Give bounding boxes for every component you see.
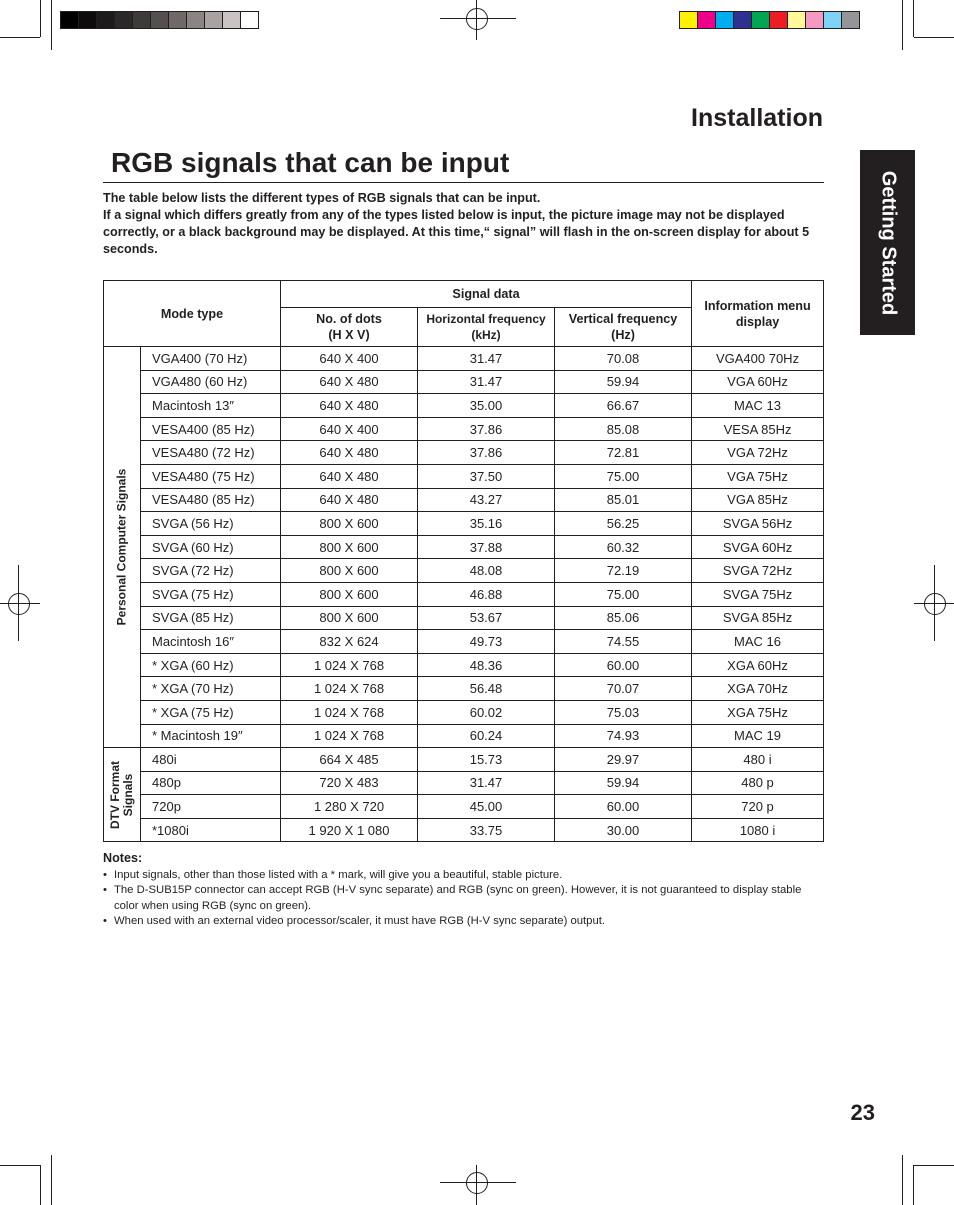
vfreq-cell: 66.67: [555, 394, 692, 418]
dots-cell: 800 X 600: [281, 512, 418, 536]
header-dots-line-2: (H X V): [328, 328, 370, 342]
dots-cell: 640 X 400: [281, 417, 418, 441]
color-swatch: [787, 11, 806, 29]
vfreq-cell: 85.01: [555, 488, 692, 512]
gray-swatch: [132, 11, 151, 29]
mode-cell: * XGA (75 Hz): [141, 700, 281, 724]
mode-cell: * XGA (60 Hz): [141, 653, 281, 677]
dots-cell: 1 024 X 768: [281, 677, 418, 701]
group-dtv: [104, 748, 141, 842]
header-signal-data: Signal data: [281, 281, 692, 308]
color-swatch: [805, 11, 824, 29]
table-row: [104, 724, 824, 748]
dots-cell: 1 024 X 768: [281, 724, 418, 748]
header-hfreq-line-1: Horizontal frequency: [426, 312, 546, 326]
table-row: [104, 818, 824, 842]
hfreq-cell: 46.88: [418, 582, 555, 606]
dots-cell: 640 X 480: [281, 464, 418, 488]
gray-swatch: [240, 11, 259, 29]
table-row: [104, 630, 824, 654]
vfreq-cell: 75.00: [555, 582, 692, 606]
hfreq-cell: 31.47: [418, 370, 555, 394]
notes-heading: Notes:: [103, 851, 143, 865]
table-row: [104, 535, 824, 559]
color-swatch: [841, 11, 860, 29]
info-cell: MAC 19: [692, 724, 824, 748]
mode-cell: * Macintosh 19″: [141, 724, 281, 748]
info-cell: XGA 75Hz: [692, 700, 824, 724]
gray-swatch: [150, 11, 169, 29]
hfreq-cell: 45.00: [418, 795, 555, 819]
mode-cell: SVGA (85 Hz): [141, 606, 281, 630]
dots-cell: 800 X 600: [281, 535, 418, 559]
dots-cell: 1 024 X 768: [281, 700, 418, 724]
gray-swatch: [204, 11, 223, 29]
vfreq-cell: 85.06: [555, 606, 692, 630]
table-row: [104, 441, 824, 465]
group-pc-label-line: Personal Computer Signals: [114, 468, 129, 626]
dots-cell: 640 X 400: [281, 347, 418, 371]
hfreq-cell: 49.73: [418, 630, 555, 654]
vfreq-cell: 85.08: [555, 417, 692, 441]
header-vfreq-line-1: Vertical frequency: [568, 312, 678, 326]
hfreq-cell: 35.00: [418, 394, 555, 418]
side-tab: [860, 150, 915, 335]
mode-cell: SVGA (60 Hz): [141, 535, 281, 559]
vfreq-cell: 75.00: [555, 464, 692, 488]
vfreq-cell: 30.00: [555, 818, 692, 842]
mode-cell: Macintosh 13″: [141, 394, 281, 418]
color-swatch: [715, 11, 734, 29]
table-row: [104, 748, 824, 772]
mode-cell: SVGA (56 Hz): [141, 512, 281, 536]
note-item: • The D-SUB15P connector can accept RGB (H-V sync separate) and RGB (sync on green). However, it is not guaranteed to display stable color when using RGB (sync on green).: [103, 883, 823, 914]
page-number: 23: [850, 1100, 875, 1125]
hfreq-cell: 37.86: [418, 417, 555, 441]
mode-cell: VESA480 (75 Hz): [141, 464, 281, 488]
info-cell: VESA 85Hz: [692, 417, 824, 441]
header-vfreq: [555, 308, 692, 347]
hfreq-cell: 37.86: [418, 441, 555, 465]
mode-cell: VESA400 (85 Hz): [141, 417, 281, 441]
mode-cell: VESA480 (85 Hz): [141, 488, 281, 512]
hfreq-cell: 56.48: [418, 677, 555, 701]
dots-cell: 1 024 X 768: [281, 653, 418, 677]
vfreq-cell: 29.97: [555, 748, 692, 772]
side-tab-label: Getting Started: [877, 170, 899, 315]
dots-cell: 720 X 483: [281, 771, 418, 795]
header-info-menu: [692, 281, 824, 347]
hfreq-cell: 37.88: [418, 535, 555, 559]
vfreq-cell: 60.00: [555, 653, 692, 677]
intro-line-1: The table below lists the different types of RGB signals that can be input.: [103, 191, 541, 205]
vfreq-cell: 70.08: [555, 347, 692, 371]
hfreq-cell: 37.50: [418, 464, 555, 488]
hfreq-cell: 60.24: [418, 724, 555, 748]
mode-cell: 720p: [141, 795, 281, 819]
table-row: [104, 394, 824, 418]
color-swatch: [733, 11, 752, 29]
mode-cell: *1080i: [141, 818, 281, 842]
notes: [103, 851, 823, 930]
dots-cell: 800 X 600: [281, 582, 418, 606]
group-pc-label: [116, 469, 129, 626]
info-cell: SVGA 56Hz: [692, 512, 824, 536]
info-cell: MAC 16: [692, 630, 824, 654]
dots-cell: 800 X 600: [281, 606, 418, 630]
rgb-signals-table: [103, 280, 824, 842]
mode-cell: SVGA (72 Hz): [141, 559, 281, 583]
info-cell: XGA 60Hz: [692, 653, 824, 677]
vfreq-cell: 60.32: [555, 535, 692, 559]
color-swatch: [769, 11, 788, 29]
info-cell: XGA 70Hz: [692, 677, 824, 701]
dots-cell: 1 920 X 1 080: [281, 818, 418, 842]
dots-cell: 640 X 480: [281, 370, 418, 394]
gray-swatch: [222, 11, 241, 29]
info-cell: 1080 i: [692, 818, 824, 842]
title-divider: [103, 182, 824, 183]
header-vfreq-line-2: (Hz): [611, 328, 635, 342]
table-body: [104, 347, 824, 842]
mode-cell: VESA480 (72 Hz): [141, 441, 281, 465]
header-dots: [281, 308, 418, 347]
header-info-line-1: Information menu: [704, 298, 811, 313]
mode-cell: VGA480 (60 Hz): [141, 370, 281, 394]
info-cell: SVGA 72Hz: [692, 559, 824, 583]
vfreq-cell: 72.19: [555, 559, 692, 583]
table-row: [104, 653, 824, 677]
gray-swatch: [168, 11, 187, 29]
table-row: [104, 512, 824, 536]
group-dtv-label: [109, 761, 135, 829]
hfreq-cell: 31.47: [418, 347, 555, 371]
info-cell: SVGA 75Hz: [692, 582, 824, 606]
dots-cell: 832 X 624: [281, 630, 418, 654]
group-dtv-label-line: DTV Format: [108, 760, 122, 829]
gray-swatch: [186, 11, 205, 29]
vfreq-cell: 74.55: [555, 630, 692, 654]
header-info-line-2: display: [735, 314, 780, 329]
vfreq-cell: 72.81: [555, 441, 692, 465]
table-row: [104, 771, 824, 795]
mode-cell: * XGA (70 Hz): [141, 677, 281, 701]
process-color-bar: [679, 11, 859, 29]
mode-cell: Macintosh 16″: [141, 630, 281, 654]
vfreq-cell: 59.94: [555, 370, 692, 394]
table-row: [104, 464, 824, 488]
info-cell: VGA 75Hz: [692, 464, 824, 488]
info-cell: VGA400 70Hz: [692, 347, 824, 371]
notes-list: [103, 868, 823, 930]
dots-cell: 664 X 485: [281, 748, 418, 772]
table-row: [104, 795, 824, 819]
hfreq-cell: 15.73: [418, 748, 555, 772]
gray-swatch: [96, 11, 115, 29]
header-hfreq-line-2: (kHz): [471, 328, 501, 342]
vfreq-cell: 56.25: [555, 512, 692, 536]
vfreq-cell: 59.94: [555, 771, 692, 795]
table-row: [104, 582, 824, 606]
hfreq-cell: 33.75: [418, 818, 555, 842]
vfreq-cell: 70.07: [555, 677, 692, 701]
header-hfreq: [418, 308, 555, 347]
section-title: Installation: [691, 104, 823, 132]
intro-text: [103, 190, 823, 258]
group-pc: [104, 347, 141, 748]
hfreq-cell: 48.08: [418, 559, 555, 583]
hfreq-cell: 60.02: [418, 700, 555, 724]
color-swatch: [679, 11, 698, 29]
info-cell: 480 p: [692, 771, 824, 795]
page-title: RGB signals that can be input: [111, 147, 510, 178]
table-row: [104, 606, 824, 630]
vfreq-cell: 60.00: [555, 795, 692, 819]
note-item: • Input signals, other than those listed with a * mark, will give you a beautiful, stable picture.: [103, 868, 823, 884]
table-row: [104, 347, 824, 371]
mode-cell: SVGA (75 Hz): [141, 582, 281, 606]
dots-cell: 640 X 480: [281, 394, 418, 418]
info-cell: VGA 72Hz: [692, 441, 824, 465]
color-swatch: [823, 11, 842, 29]
dots-cell: 1 280 X 720: [281, 795, 418, 819]
vfreq-cell: 74.93: [555, 724, 692, 748]
dots-cell: 640 X 480: [281, 488, 418, 512]
hfreq-cell: 48.36: [418, 653, 555, 677]
info-cell: VGA 85Hz: [692, 488, 824, 512]
info-cell: MAC 13: [692, 394, 824, 418]
hfreq-cell: 53.67: [418, 606, 555, 630]
color-swatch: [751, 11, 770, 29]
gray-swatch: [114, 11, 133, 29]
mode-cell: VGA400 (70 Hz): [141, 347, 281, 371]
table-row: [104, 417, 824, 441]
color-swatch: [697, 11, 716, 29]
gray-swatch: [60, 11, 79, 29]
mode-cell: 480i: [141, 748, 281, 772]
info-cell: SVGA 85Hz: [692, 606, 824, 630]
table-row: [104, 700, 824, 724]
vfreq-cell: 75.03: [555, 700, 692, 724]
table-row: [104, 559, 824, 583]
table-row: [104, 370, 824, 394]
dots-cell: 640 X 480: [281, 441, 418, 465]
dots-cell: 800 X 600: [281, 559, 418, 583]
table-row: [104, 677, 824, 701]
note-item: • When used with an external video processor/scaler, it must have RGB (H-V sync separate) output.: [103, 914, 823, 930]
info-cell: 720 p: [692, 795, 824, 819]
info-cell: SVGA 60Hz: [692, 535, 824, 559]
header-dots-line-1: No. of dots: [316, 312, 382, 326]
grayscale-color-bar: [60, 11, 258, 29]
group-dtv-label-line: Signals: [121, 773, 135, 817]
table-row: [104, 488, 824, 512]
mode-cell: 480p: [141, 771, 281, 795]
hfreq-cell: 35.16: [418, 512, 555, 536]
info-cell: VGA 60Hz: [692, 370, 824, 394]
gray-swatch: [78, 11, 97, 29]
info-cell: 480 i: [692, 748, 824, 772]
hfreq-cell: 31.47: [418, 771, 555, 795]
header-mode-type: Mode type: [104, 281, 281, 347]
hfreq-cell: 43.27: [418, 488, 555, 512]
intro-line-2: If a signal which differs greatly from any of the types listed below is input, the picture image may not be displayed correctly, or a black background may be displayed. At this time,“ signal” will flash in the on-screen display for about 5 seconds.: [103, 208, 810, 256]
